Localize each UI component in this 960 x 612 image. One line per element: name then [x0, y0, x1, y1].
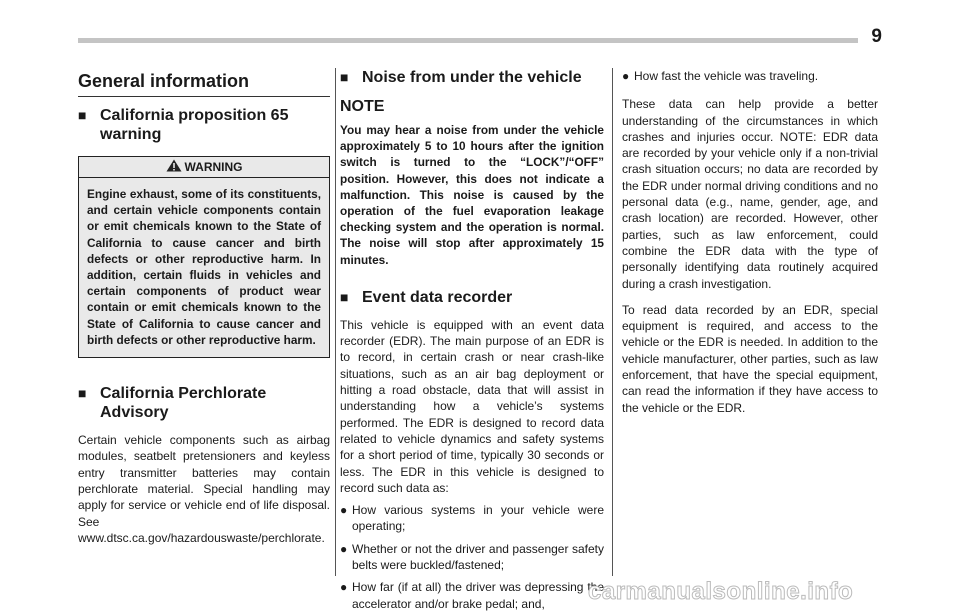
list-item [622, 68, 878, 84]
list-item-text: How various systems in your vehicle were operating; [352, 503, 604, 534]
list-item [340, 541, 604, 574]
edr-heading [340, 288, 604, 307]
square-bullet-icon: ■ [340, 69, 349, 85]
square-bullet-icon: ■ [78, 385, 87, 402]
column-3 [622, 68, 878, 416]
bullet-dot-icon: ● [622, 69, 630, 83]
page-number: 9 [871, 26, 882, 47]
note-text: You may hear a noise from under the vehicle approximately 5 to 10 hours after the ignition switch is turned to the “LOCK”/“OFF” position. However, this does not indicate a malfunction. This noise is caused by the operation of the fuel evaporation leakage checking system and the operation is normal. The noise will stop after approximately 15 minutes. [340, 123, 604, 267]
bullet-dot-icon: ● [340, 541, 348, 556]
warning-label: WARNING [184, 160, 243, 174]
column-divider [612, 68, 613, 576]
warning-box [78, 156, 330, 358]
bullet-dot-icon: ● [340, 580, 348, 595]
warning-header [79, 157, 329, 178]
edr-para-1: These data can help provide a better understanding of the circumstances in which crashes and injuries occur. NOTE: EDR data are recorded by your vehicle only if a non-trivial crash situation occurs; no data are recorded by the EDR under normal driving conditions and no personal data (e.g., name, gender, age, and crash location) are recorded. However, other parties, such as law enforcement, could combine the EDR data with the type of personally identifying data routinely acquired during a crash investigation. [622, 97, 878, 291]
column-2 [340, 68, 604, 612]
prop65-heading-text: California proposition 65 warning [100, 107, 289, 143]
watermark: carmanualsonline.info [588, 578, 854, 605]
column-divider [335, 68, 336, 576]
section-title: General information [78, 70, 330, 97]
list-item [340, 502, 604, 535]
note-title: NOTE [340, 98, 385, 115]
perchlorate-text: Certain vehicle components such as airbag modules, seatbelt pretensioners and keyless entry transmitter batteries may contain perchlorate material. Special handling may apply for service or vehicle end of life disposal. See www.dtsc.ca.gov/hazardouswaste/perchlorate. [78, 433, 330, 545]
square-bullet-icon: ■ [78, 107, 87, 123]
list-item-text: Whether or not the driver and passenger safety belts were buckled/fastened; [352, 541, 604, 572]
bullet-dot-icon: ● [340, 503, 348, 518]
square-bullet-icon: ■ [340, 288, 349, 305]
warning-triangle-icon [166, 159, 182, 172]
column-1 [78, 68, 330, 546]
edr-para-2: To read data recorded by an EDR, special equipment is required, and access to the vehicle or the EDR is needed. In addition to the vehicle manufacturer, other parties, such as law enforcement, that have the special equipment, can read the information if they have access to the vehicle or the EDR. [622, 302, 878, 415]
edr-heading-text: Event data recorder [362, 288, 513, 306]
edr-text: This vehicle is equipped with an event data recorder (EDR). The main purpose of an EDR is to record, in certain crash or near crash-like situations, such as an air bag deployment or hitting a road obstacle, data that will assist in understanding how a vehicle’s systems performed. The EDR is designed to record data related to vehicle dynamics and safety systems for a short period of time, typically 30 seconds or less. The EDR in this vehicle is designed to record such data as: [340, 317, 604, 495]
header-rule [78, 38, 858, 43]
list-item [340, 579, 604, 612]
perchlorate-heading [78, 384, 330, 422]
prop65-heading [78, 106, 330, 144]
warning-text: Engine exhaust, some of its constituents, and certain vehicle components contain or emit chemicals known to the State of California to cause cancer and birth defects or other reproductive harm. In addition, certain fluids in vehicles and certain components of product wear contain or emit chemicals known to the State of California to cause cancer and birth defects or other reproductive harm. [87, 187, 321, 347]
noise-heading-text: Noise from under the vehicle [362, 69, 582, 86]
list-item-text: How fast the vehicle was traveling. [634, 69, 819, 83]
list-item-text: How far (if at all) the driver was depressing the accelerator and/or brake pedal; and, [352, 580, 604, 611]
noise-heading [340, 68, 604, 87]
perchlorate-heading-text: California Perchlorate Advisory [100, 385, 267, 422]
